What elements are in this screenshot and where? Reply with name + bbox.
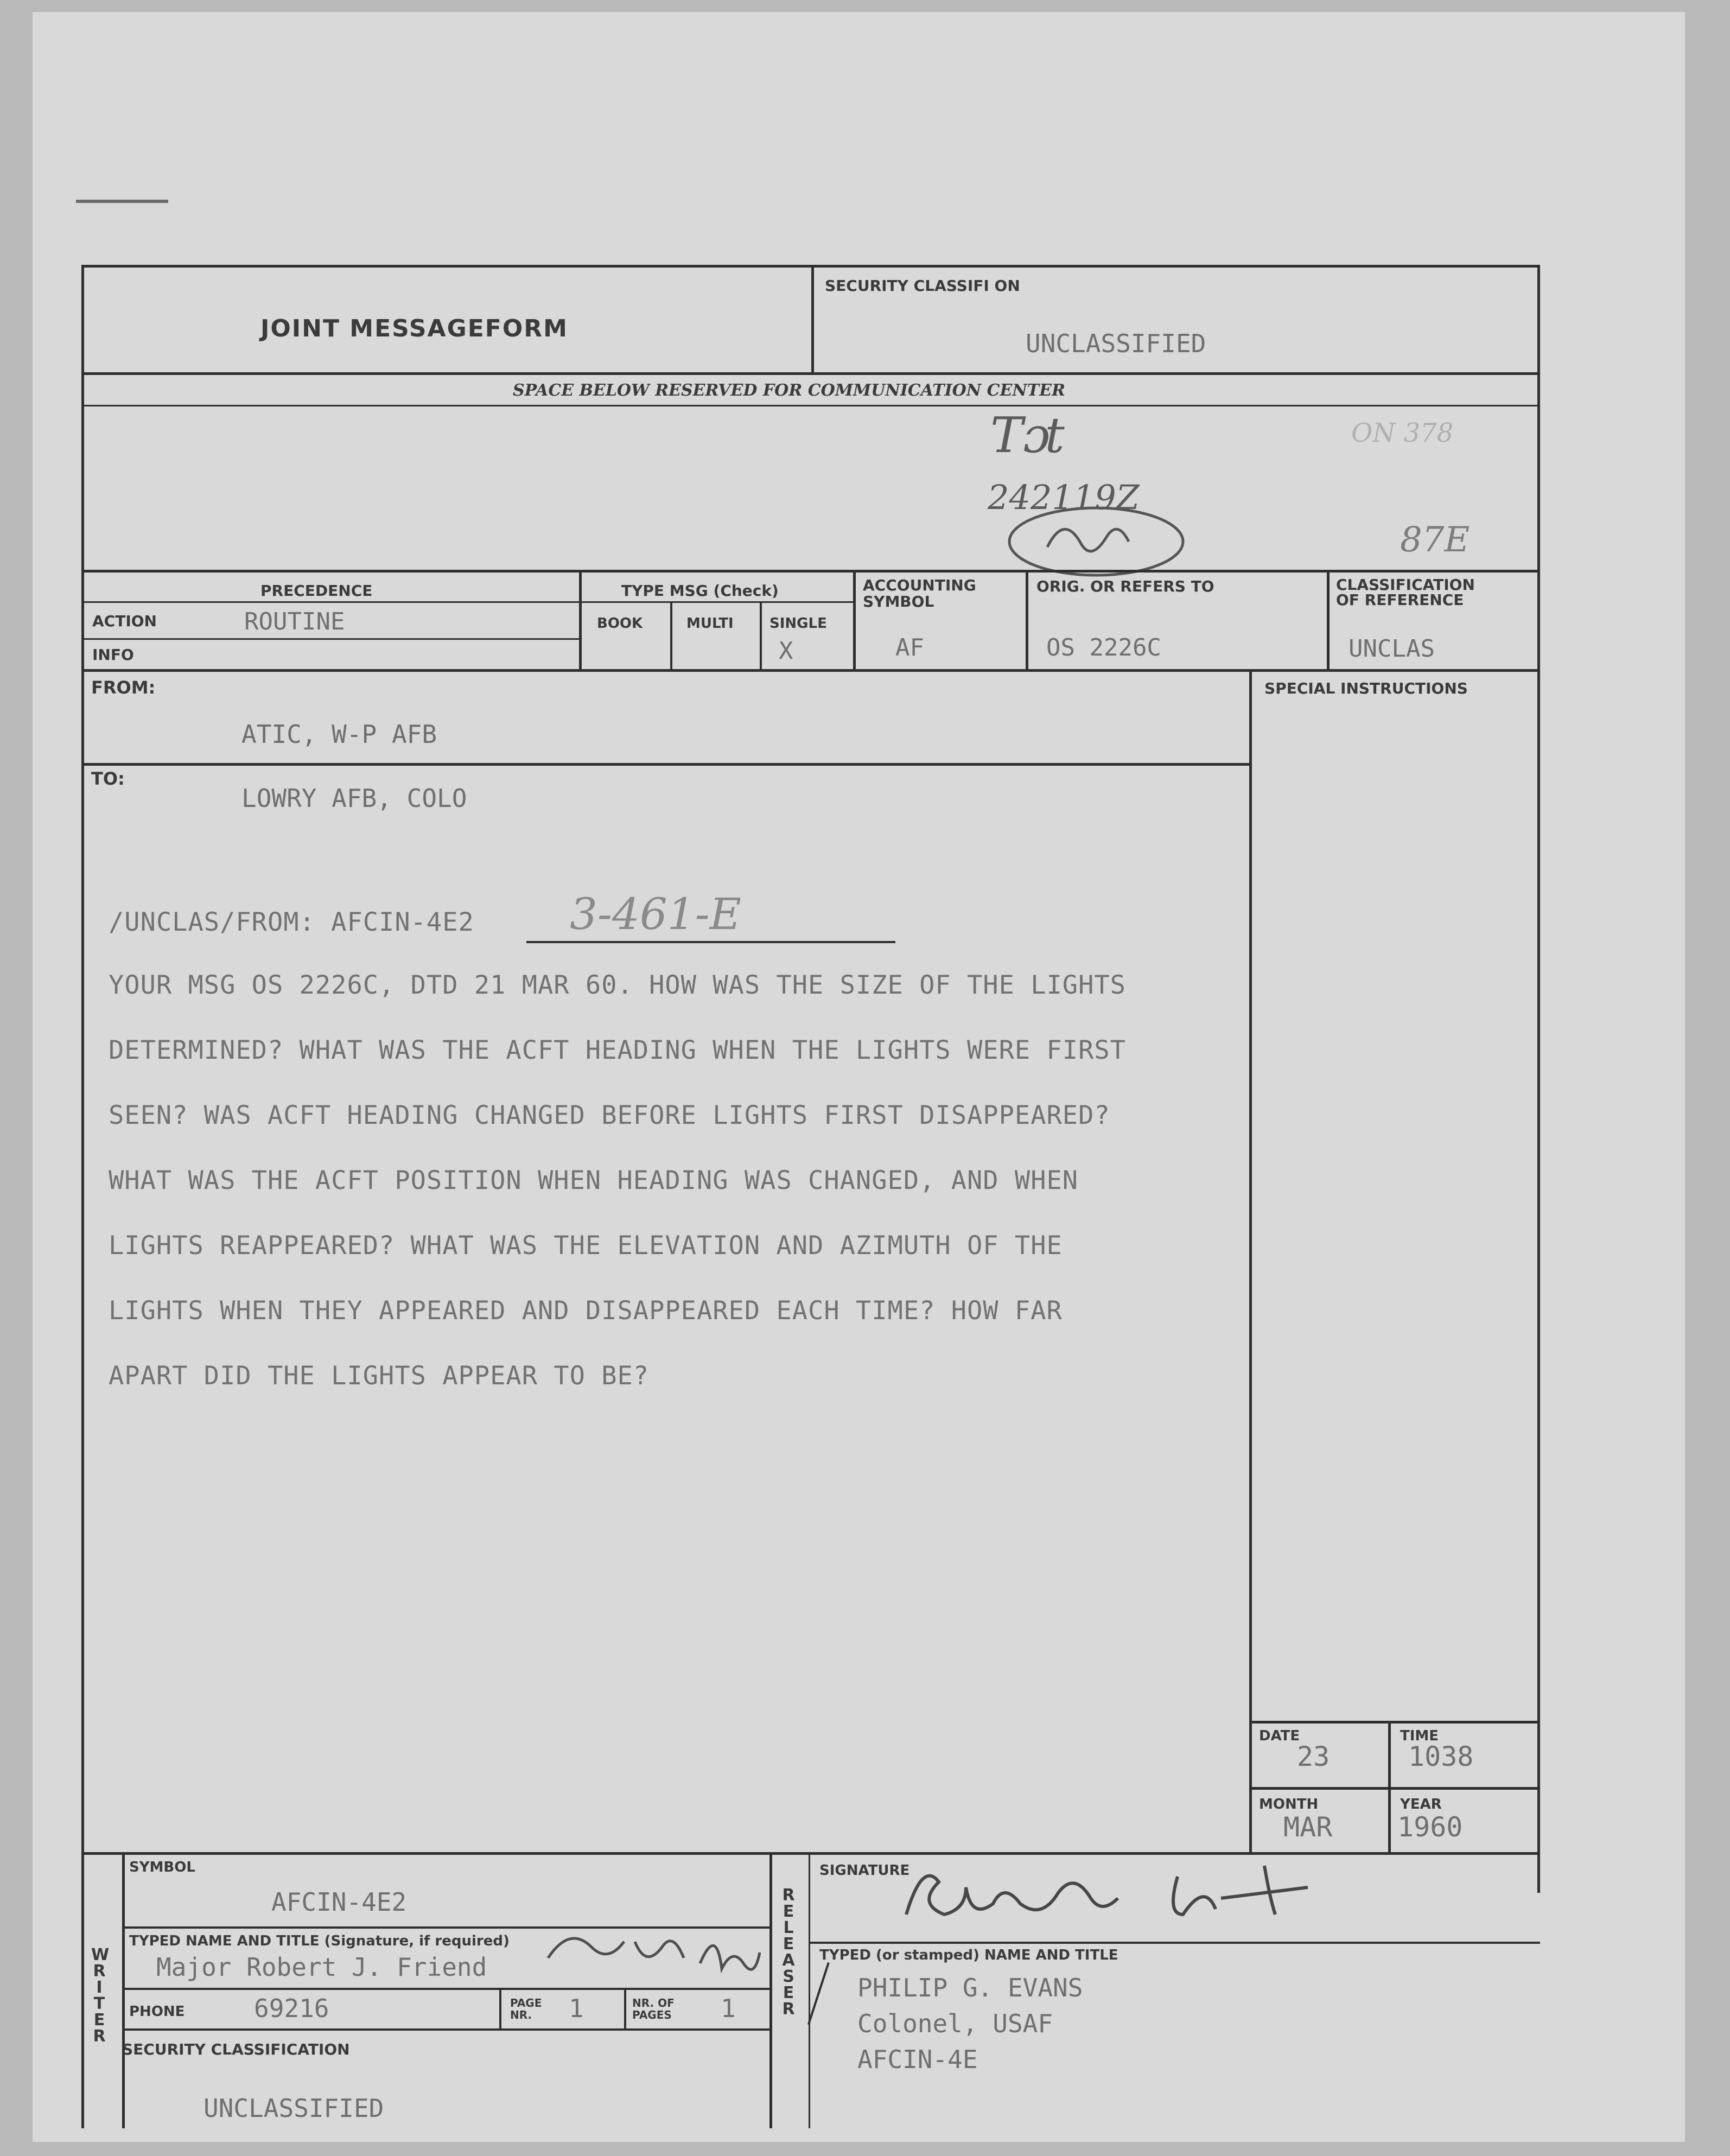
releaser-side-label — [780, 1887, 799, 2018]
releaser-title: Colonel, USAF — [857, 2009, 1053, 2038]
type-msg-header: TYPE MSG (Check) — [621, 582, 779, 600]
multi-label: MULTI — [686, 615, 734, 632]
date-value: 23 — [1297, 1741, 1330, 1772]
writer-phone-rule — [122, 2028, 769, 2031]
comm-center-label: SPACE BELOW RESERVED FOR COMMUNICATION CENTER — [513, 381, 1065, 400]
comm-center-note: 87E — [1400, 520, 1470, 560]
action-info-rule — [81, 638, 579, 640]
writer-typed-name-value: Major Robert J. Friend — [156, 1953, 487, 1982]
time-label: TIME — [1400, 1728, 1439, 1744]
writer-side-rule — [122, 1852, 125, 2128]
writer-releaser-divider — [769, 1852, 772, 2128]
releaser-office: AFCIN-4E — [857, 2045, 978, 2074]
accounting-symbol-value: AF — [895, 634, 924, 662]
writer-security-value: UNCLASSIFIED — [203, 2094, 384, 2123]
book-label: BOOK — [597, 615, 643, 632]
message-heading: /UNCLAS/FROM: AFCIN-4E2 — [109, 907, 474, 937]
year-label: YEAR — [1400, 1796, 1442, 1812]
writer-symbol-value: AFCIN-4E2 — [271, 1887, 407, 1917]
to-label: TO: — [91, 768, 125, 789]
writer-name-rule — [122, 1988, 769, 1990]
year-value: 1960 — [1397, 1811, 1463, 1843]
writer-signature — [537, 1909, 781, 1985]
writer-side-text: WRITER — [91, 1945, 110, 2046]
message-line-7: APART DID THE LIGHTS APPEAR TO BE? — [109, 1361, 650, 1391]
comm-center-top-rule — [81, 372, 1540, 375]
message-line-6: LIGHTS WHEN THEY APPEARED AND DISAPPEARED EACH TIME? HOW FAR — [109, 1296, 1063, 1326]
comm-center-dtg: 242119Z — [988, 478, 1140, 517]
date-block-mid-rule — [1249, 1787, 1540, 1790]
releaser-name: PHILIP G. EVANS — [857, 1973, 1083, 2002]
info-label: INFO — [92, 646, 134, 664]
writer-phone-label: PHONE — [129, 2004, 185, 2020]
accounting-label-line1: ACCOUNTING — [863, 576, 976, 594]
type-msg-header-rule — [579, 601, 853, 603]
classification-ref-line1: CLASSIFICATION — [1336, 576, 1475, 594]
message-line-3: SEEN? WAS ACFT HEADING CHANGED BEFORE LIGHTS FIRST DISAPPEARED? — [109, 1101, 1110, 1130]
orig-divider — [1327, 570, 1330, 670]
form-title: JOINT MESSAGEFORM — [260, 315, 568, 342]
multi-divider — [760, 601, 762, 670]
precedence-divider — [579, 570, 582, 670]
writer-security-label: SECURITY CLASSIFICATION — [122, 2040, 350, 2058]
writer-phone-value: 69216 — [254, 1994, 329, 2023]
to-value: LOWRY AFB, COLO — [241, 784, 467, 813]
message-line-1: YOUR MSG OS 2226C, DTD 21 MAR 60. HOW WAS THE SIZE OF THE LIGHTS — [109, 970, 1126, 1000]
comm-center-faint-note: ON 378 — [1351, 418, 1454, 448]
orig-refers-value: OS 2226C — [1046, 634, 1161, 662]
accounting-divider — [1026, 570, 1028, 670]
releaser-slash-mark — [807, 1962, 830, 2025]
message-ref-underline — [526, 941, 895, 943]
precedence-top-rule — [81, 570, 1540, 573]
time-value: 1038 — [1408, 1741, 1474, 1772]
special-instructions-divider — [1249, 669, 1252, 1852]
frame-left — [81, 265, 84, 2128]
comm-center-scrawl: Tɔt — [990, 407, 1065, 464]
writer-side-label — [91, 1947, 110, 2045]
classification-of-reference-value: UNCLAS — [1349, 635, 1435, 663]
edge-mark — [76, 200, 168, 203]
message-line-5: LIGHTS REAPPEARED? WHAT WAS THE ELEVATION AND AZIMUTH OF THE — [109, 1231, 1063, 1261]
precedence-header-rule — [81, 601, 579, 603]
message-line-2: DETERMINED? WHAT WAS THE ACFT HEADING WHEN THE LIGHTS WERE FIRST — [109, 1035, 1126, 1065]
accounting-label-line2: SYMBOL — [863, 593, 934, 610]
action-value: ROUTINE — [244, 608, 345, 635]
book-divider — [670, 601, 672, 670]
month-label: MONTH — [1259, 1796, 1319, 1812]
page-nr-value: 1 — [569, 1994, 584, 2023]
frame-top — [81, 265, 1540, 268]
writer-symbol-label: SYMBOL — [129, 1859, 195, 1875]
date-block-divider — [1388, 1721, 1391, 1854]
security-classification-label: SECURITY CLASSIFI ON — [825, 277, 1020, 295]
releaser-side-text: RELEASER — [782, 1886, 795, 2019]
date-block-top-rule — [1249, 1721, 1540, 1723]
joint-messageform — [81, 265, 1540, 2128]
classification-of-reference-label — [1336, 577, 1475, 608]
date-label: DATE — [1259, 1728, 1300, 1744]
releaser-signature-label: SIGNATURE — [819, 1862, 910, 1879]
accounting-symbol-label — [863, 577, 976, 610]
releaser-typed-name-label: TYPED (or stamped) NAME AND TITLE — [819, 1947, 1118, 1963]
action-label: ACTION — [92, 612, 157, 630]
comm-center-label-rule — [81, 405, 1540, 406]
from-label: FROM: — [91, 677, 156, 698]
nr-of-pages-label: NR. OF PAGES — [632, 1996, 675, 2021]
orig-refers-label: ORIG. OR REFERS TO — [1036, 577, 1214, 595]
from-value: ATIC, W-P AFB — [241, 720, 437, 749]
month-value: MAR — [1283, 1811, 1333, 1843]
typemsg-divider — [853, 570, 856, 670]
nr-of-pages-value: 1 — [721, 1994, 736, 2023]
message-line-4: WHAT WAS THE ACFT POSITION WHEN HEADING WAS CHANGED, AND WHEN — [109, 1166, 1079, 1195]
writer-typed-name-label: TYPED NAME AND TITLE (Signature, if required) — [129, 1933, 510, 1949]
single-label: SINGLE — [769, 615, 827, 632]
from-to-rule — [81, 763, 1249, 766]
header-divider — [811, 265, 814, 373]
single-check-value: X — [779, 637, 793, 665]
precedence-header: PRECEDENCE — [260, 582, 373, 600]
special-instructions-label: SPECIAL INSTRUCTIONS — [1264, 679, 1468, 697]
releaser-signature-rule — [809, 1942, 1540, 1944]
precedence-bottom-rule — [81, 669, 1540, 672]
frame-right — [1537, 265, 1540, 1893]
page-nr-label: PAGE NR. — [510, 1996, 542, 2021]
security-classification-value: UNCLASSIFIED — [1026, 329, 1206, 358]
classification-ref-line2: OF REFERENCE — [1336, 591, 1464, 609]
message-handwritten-ref: 3-461-E — [570, 889, 742, 939]
releaser-signature — [895, 1855, 1340, 1936]
page-pages-divider — [624, 1988, 626, 2028]
phone-page-divider — [499, 1988, 501, 2028]
releaser-side-rule — [809, 1852, 810, 2128]
